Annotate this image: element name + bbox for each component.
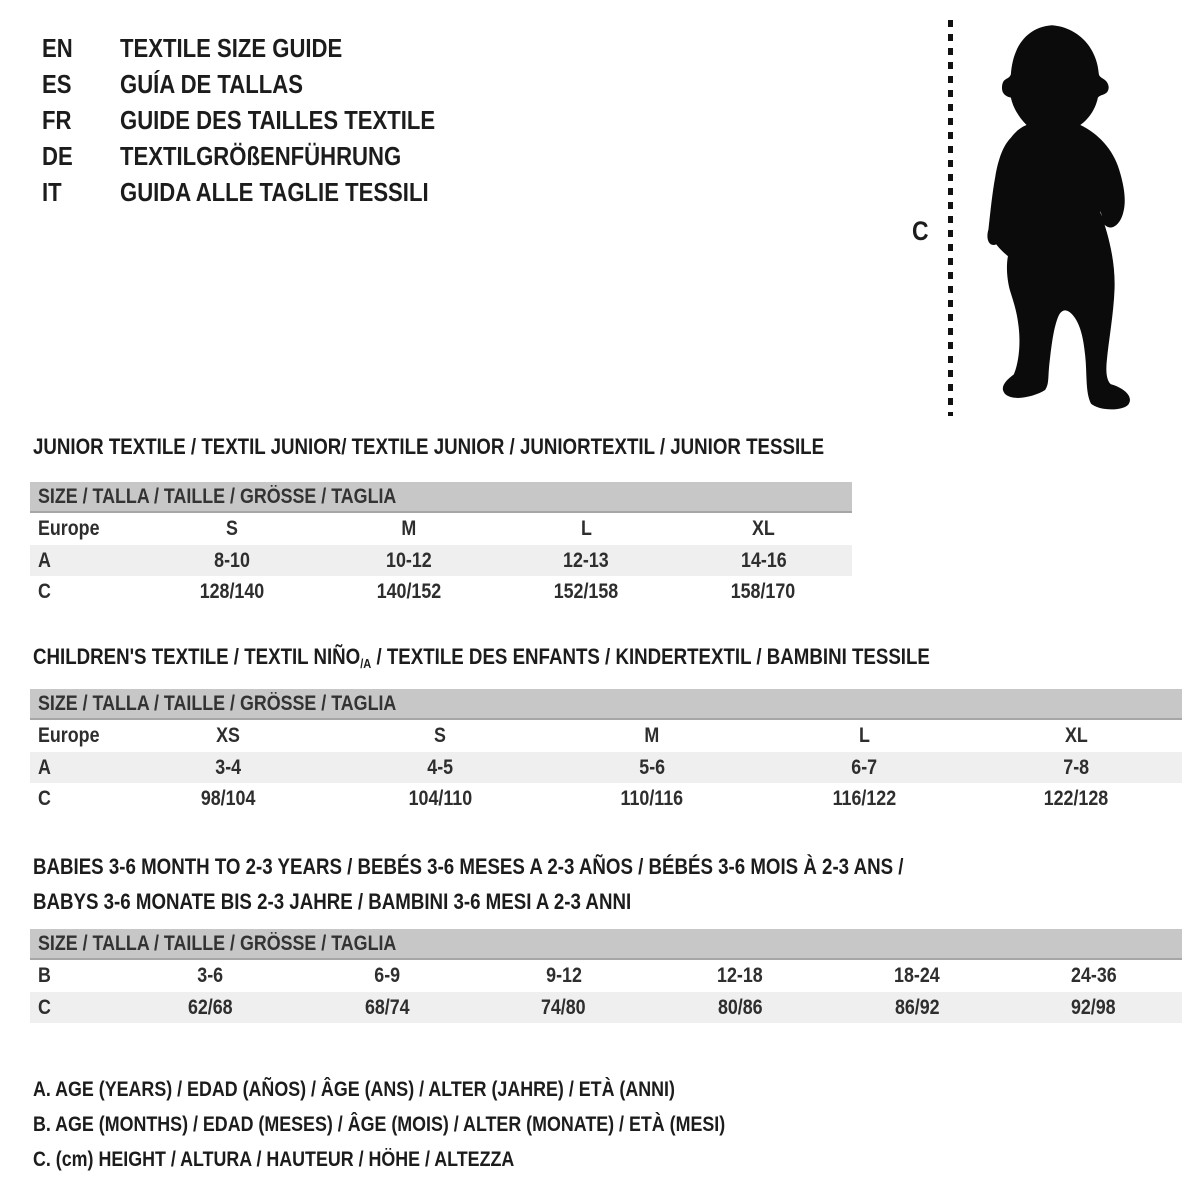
children-size-xl: XL <box>1064 724 1088 747</box>
children-section-title: CHILDREN'S TEXTILE / TEXTIL NIÑO/A / TEXTILE DES ENFANTS / KINDERTEXTIL / BAMBINI TESSILE <box>33 644 930 671</box>
junior-size-m: M <box>401 517 417 540</box>
junior-size-l: L <box>580 517 592 540</box>
measurement-legend <box>33 1072 847 1177</box>
lang-code-de: DE <box>42 140 73 171</box>
toddler-silhouette-icon <box>962 14 1138 421</box>
junior-age-row: A 8-10 10-12 12-13 14-16 <box>30 545 852 576</box>
babies-row-c-label: C <box>38 995 51 1019</box>
children-title-subscript: /A <box>360 656 372 671</box>
babies-section-title <box>33 849 1057 919</box>
lang-code-en: EN <box>42 32 73 63</box>
lang-title-it: GUIDA ALLE TAGLIE TESSILI <box>120 176 429 207</box>
legend-line-c: C. (cm) HEIGHT / ALTURA / HAUTEUR / HÖHE / ALTEZZA <box>33 1148 515 1171</box>
babies-title-line1: BABIES 3-6 MONTH TO 2-3 YEARS / BEBÉS 3-6 MESES A 2-3 AÑOS / BÉBÉS 3-6 MOIS À 2-3 ANS / <box>33 854 904 879</box>
junior-row-c-label: C <box>38 580 51 603</box>
lang-code-it: IT <box>42 176 62 207</box>
junior-size-table <box>30 482 852 608</box>
lang-title-en: TEXTILE SIZE GUIDE <box>120 32 343 63</box>
lang-code-fr: FR <box>42 104 72 135</box>
lang-row-en <box>42 30 491 66</box>
junior-size-xl: XL <box>751 517 775 540</box>
junior-section-title: JUNIOR TEXTILE / TEXTIL JUNIOR/ TEXTILE JUNIOR / JUNIORTEXTIL / JUNIOR TESSILE <box>33 434 825 459</box>
children-row-c-label: C <box>38 787 51 810</box>
babies-height-row: C 62/68 68/74 74/80 80/86 86/92 92/98 <box>30 992 1182 1023</box>
lang-code-es: ES <box>42 68 72 99</box>
children-age-row: A 3-4 4-5 5-6 6-7 7-8 <box>30 752 1182 783</box>
lang-title-es: GUÍA DE TALLAS <box>120 68 303 99</box>
children-size-s: S <box>434 724 446 747</box>
junior-region-row <box>30 513 852 545</box>
lang-row-de <box>42 138 491 174</box>
lang-title-fr: GUIDE DES TAILLES TEXTILE <box>120 104 436 135</box>
junior-row-a-label: A <box>38 548 51 572</box>
legend-line-b: B. AGE (MONTHS) / EDAD (MESES) / ÂGE (MOIS) / ALTER (MONATE) / ETÀ (MESI) <box>33 1113 726 1136</box>
height-measure-label: C <box>912 216 929 246</box>
babies-size-table <box>30 929 1182 1023</box>
legend-line-a: A. AGE (YEARS) / EDAD (AÑOS) / ÂGE (ANS) / ALTER (JAHRE) / ETÀ (ANNI) <box>33 1078 675 1101</box>
babies-title-line2: BABYS 3-6 MONATE BIS 2-3 JAHRE / BAMBINI 3-6 MESI A 2-3 ANNI <box>33 889 632 914</box>
children-region-row <box>30 720 1182 752</box>
children-region-label: Europe <box>38 724 100 747</box>
children-size-xs: XS <box>216 724 240 747</box>
lang-row-fr <box>42 102 491 138</box>
lang-row-es <box>42 66 491 102</box>
children-size-m: M <box>644 724 660 747</box>
lang-title-de: TEXTILGRÖßENFÜHRUNG <box>120 140 402 171</box>
junior-size-header-band: SIZE / TALLA / TAILLE / GRÖSSE / TAGLIA <box>30 482 852 513</box>
children-size-table <box>30 689 1182 815</box>
children-height-row: C 98/104 104/110 110/116 116/122 122/128 <box>38 787 1109 810</box>
children-row-a-label: A <box>38 755 51 779</box>
lang-row-it <box>42 174 491 210</box>
children-size-header-band: SIZE / TALLA / TAILLE / GRÖSSE / TAGLIA <box>30 689 1182 720</box>
children-size-l: L <box>858 724 870 747</box>
height-dashed-line <box>948 20 953 416</box>
junior-size-s: S <box>225 517 238 540</box>
junior-region-label: Europe <box>38 517 100 540</box>
babies-size-header-band: SIZE / TALLA / TAILLE / GRÖSSE / TAGLIA <box>30 929 1182 960</box>
junior-height-row: C 128/140 140/152 152/158 158/170 <box>38 580 796 603</box>
language-title-list <box>42 30 491 210</box>
babies-months-row: B 3-6 6-9 9-12 12-18 18-24 24-36 <box>38 964 1117 987</box>
babies-row-b-label: B <box>38 964 51 987</box>
